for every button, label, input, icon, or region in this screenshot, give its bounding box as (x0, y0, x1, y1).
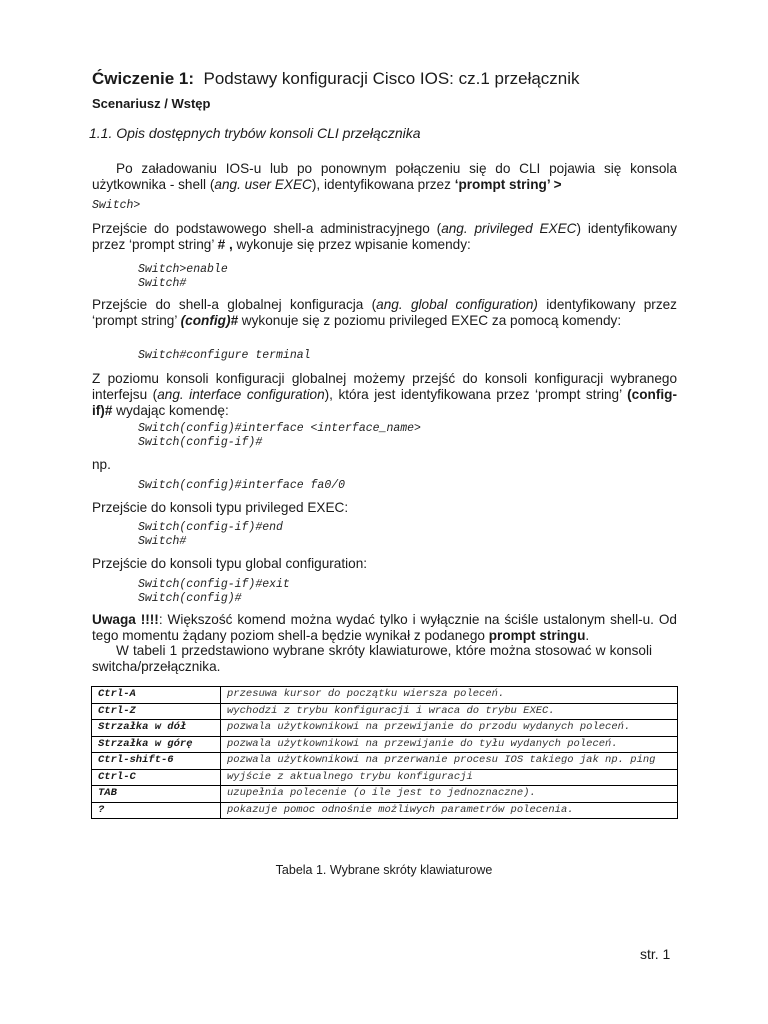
table-row (92, 687, 678, 704)
section-heading: 1.1. Opis dostępnych trybów konsoli CLI przełącznika (89, 125, 421, 141)
shortcut-key-cell: Ctrl-Z (92, 703, 221, 720)
code-enable-line-1: Switch>enable (138, 263, 228, 276)
shortcut-description-cell: uzupełnia polecenie (o ile jest to jednoznaczne). (221, 786, 678, 803)
warning-paragraph: Uwaga !!!!: Większość komend można wydać tylko i wyłącznie na ściśle ustalonym shell-u. Od tego momentu żądany poziom shell-a będzie wynikał z podanego prompt stringu. (92, 612, 677, 643)
code-end-line-1: Switch(config-if)#end (138, 521, 283, 534)
table-row (92, 703, 678, 720)
table-row (92, 769, 678, 786)
code-switch-prompt: Switch> (92, 199, 141, 212)
code-interface-line-2: Switch(config-if)# (138, 436, 263, 449)
code-end-line-2: Switch# (138, 535, 187, 548)
shortcut-key-cell: ? (92, 802, 221, 819)
global-config-paragraph: Przejście do shell-a globalnej konfiguracja (ang. global configuration) identyfikowany przez ‘prompt string’ (config)# wykonuje się z poziomu privileged EXEC za pomocą komendy: (92, 297, 677, 328)
table-row (92, 786, 678, 803)
table-row (92, 802, 678, 819)
shortcut-description-cell: wyjście z aktualnego trybu konfiguracji (221, 769, 678, 786)
shortcut-description-cell: wychodzi z trybu konfiguracji i wraca do trybu EXEC. (221, 703, 678, 720)
shortcut-description-cell: przesuwa kursor do początku wiersza poleceń. (221, 687, 678, 704)
table-row (92, 720, 678, 737)
code-exit-line-1: Switch(config-if)#exit (138, 578, 290, 591)
table-intro-paragraph: W tabeli 1 przedstawiono wybrane skróty klawiaturowe, które można stosować w konsoli switcha/przełącznika. (92, 643, 652, 674)
shortcut-key-cell: Strzałka w górę (92, 736, 221, 753)
shortcut-key-cell: TAB (92, 786, 221, 803)
to-privileged-text: Przejście do konsoli typu privileged EXEC: (92, 500, 349, 515)
shortcut-description-cell: pozwala użytkownikowi na przerwanie procesu IOS takiego jak np. ping (221, 753, 678, 770)
interface-paragraph: Z poziomu konsoli konfiguracji globalnej możemy przejść do konsoli konfiguracji wybranego interfejsu (ang. interface configuration), która jest identyfikowana przez ‘prompt string’ (config-if)# wydając komendę: (92, 371, 677, 418)
shortcut-key-cell: Ctrl-A (92, 687, 221, 704)
shortcut-description-cell: pozwala użytkownikowi na przewijanie do tyłu wydanych poleceń. (221, 736, 678, 753)
table-row (92, 736, 678, 753)
shortcut-key-cell: Ctrl-C (92, 769, 221, 786)
shortcut-description-cell: pokazuje pomoc odnośnie możliwych parametrów polecenia. (221, 802, 678, 819)
shortcut-description-cell: pozwala użytkownikowi na przewijanie do przodu wydanych poleceń. (221, 720, 678, 737)
page-title: Ćwiczenie 1: Podstawy konfiguracji Cisco IOS: cz.1 przełącznik (92, 69, 580, 88)
shortcut-key-cell: Strzałka w dół (92, 720, 221, 737)
page-number: str. 1 (640, 946, 671, 962)
shortcut-key-cell: Ctrl-shift-6 (92, 753, 221, 770)
code-interface-line-1: Switch(config)#interface <interface_name> (138, 422, 421, 435)
np-label: np. (92, 457, 111, 472)
code-exit-line-2: Switch(config)# (138, 592, 242, 605)
intro-paragraph: Po załadowaniu IOS-u lub po ponownym połączeniu się do CLI pojawia się konsola użytkownika - shell (ang. user EXEC), identyfikowana przez ‘prompt string’ > (92, 161, 677, 192)
table-row (92, 753, 678, 770)
code-interface-fa: Switch(config)#interface fa0/0 (138, 479, 346, 492)
to-global-text: Przejście do konsoli typu global configuration: (92, 556, 368, 571)
subtitle: Scenariusz / Wstęp (92, 96, 211, 111)
shortcuts-table (91, 686, 678, 819)
privileged-paragraph: Przejście do podstawowego shell-a administracyjnego (ang. privileged EXEC) identyfikowany przez ‘prompt string’ # , wykonuje się przez wpisanie komendy: (92, 221, 677, 252)
code-enable-line-2: Switch# (138, 277, 187, 290)
table-caption: Tabela 1. Wybrane skróty klawiaturowe (275, 863, 493, 877)
code-configure-terminal: Switch#configure terminal (138, 349, 311, 362)
